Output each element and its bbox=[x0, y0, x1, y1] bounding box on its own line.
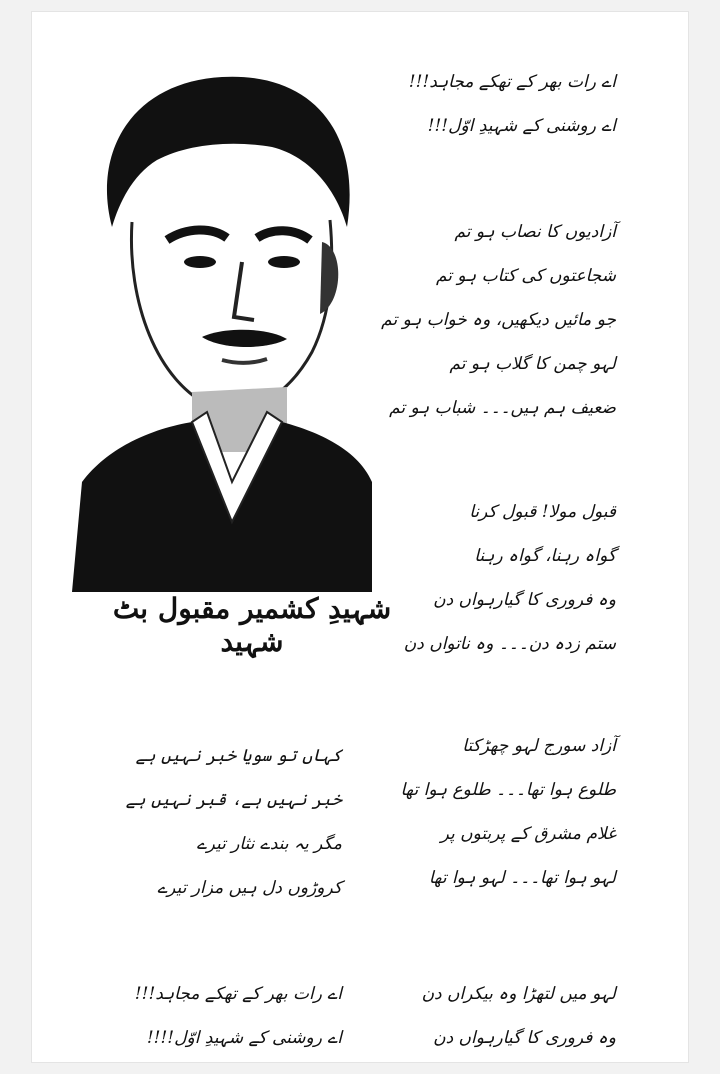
verse-line: آزاد سورج لہو چھڑکتا bbox=[462, 736, 616, 756]
verse-line: وہ فروری کا گیارہواں دن bbox=[433, 1028, 616, 1048]
verse-line: اے رات بھر کے تھکے مجاہد!!! bbox=[408, 72, 616, 92]
verse-line: کروڑوں دل ہیں مزار تیرے bbox=[157, 878, 342, 898]
verse-line: وہ فروری کا گیارہواں دن bbox=[433, 590, 616, 610]
verse-line: طلوع ہوا تھا۔۔۔ طلوع ہوا تھا bbox=[400, 780, 616, 800]
stanza-closing bbox=[134, 972, 342, 1060]
verse-line: قبول مولا! قبول کرنا bbox=[469, 502, 616, 522]
verse-line: مگر یہ بندے نثار تیرے bbox=[196, 834, 342, 854]
stanza-6 bbox=[125, 734, 342, 910]
verse-line: شجاعتوں کی کتاب ہو تم bbox=[435, 266, 616, 286]
verse-line: گواہ رہنا، گواہ رہنا bbox=[474, 546, 616, 566]
poem-page bbox=[32, 12, 688, 1062]
verse-line: اے رات بھر کے تھکے مجاہد!!! bbox=[134, 984, 342, 1004]
verse-line: لہو ہوا تھا۔۔۔ لہو ہوا تھا bbox=[428, 868, 616, 888]
stanza-4 bbox=[401, 724, 617, 900]
stanza-opening bbox=[409, 60, 616, 148]
verse-line: غلام مشرق کے پربتوں پر bbox=[440, 824, 616, 844]
portrait-image bbox=[72, 52, 372, 592]
verse-line: لہو میں لتھڑا وہ بیکراں دن bbox=[421, 984, 616, 1004]
verse-line: ضعیف ہم ہیں۔۔۔ شباب ہو تم bbox=[389, 398, 616, 418]
verse-line: اے روشنی کے شہیدِ اوّل!!! bbox=[427, 116, 616, 136]
verse-line: خبر نہیں ہے، قبر نہیں ہے bbox=[125, 790, 342, 810]
verse-line: کہاں تو سویا خبر نہیں ہے bbox=[135, 746, 342, 766]
verse-line: اے روشنی کے شہیدِ اوّل!!!! bbox=[146, 1028, 342, 1048]
stanza-5 bbox=[422, 972, 616, 1060]
verse-line: ستم زدہ دن۔۔۔ وہ ناتواں دن bbox=[403, 634, 616, 654]
portrait-caption: شہیدِ کشمیر مقبول بٹ شہید bbox=[112, 592, 392, 658]
stanza-2 bbox=[381, 210, 616, 430]
stanza-3 bbox=[404, 490, 616, 666]
verse-line: آزادیوں کا نصاب ہو تم bbox=[454, 222, 616, 242]
verse-line: لہو چمن کا گلاب ہو تم bbox=[449, 354, 616, 374]
verse-line: جو مائیں دیکھیں، وہ خواب ہو تم bbox=[381, 310, 616, 330]
